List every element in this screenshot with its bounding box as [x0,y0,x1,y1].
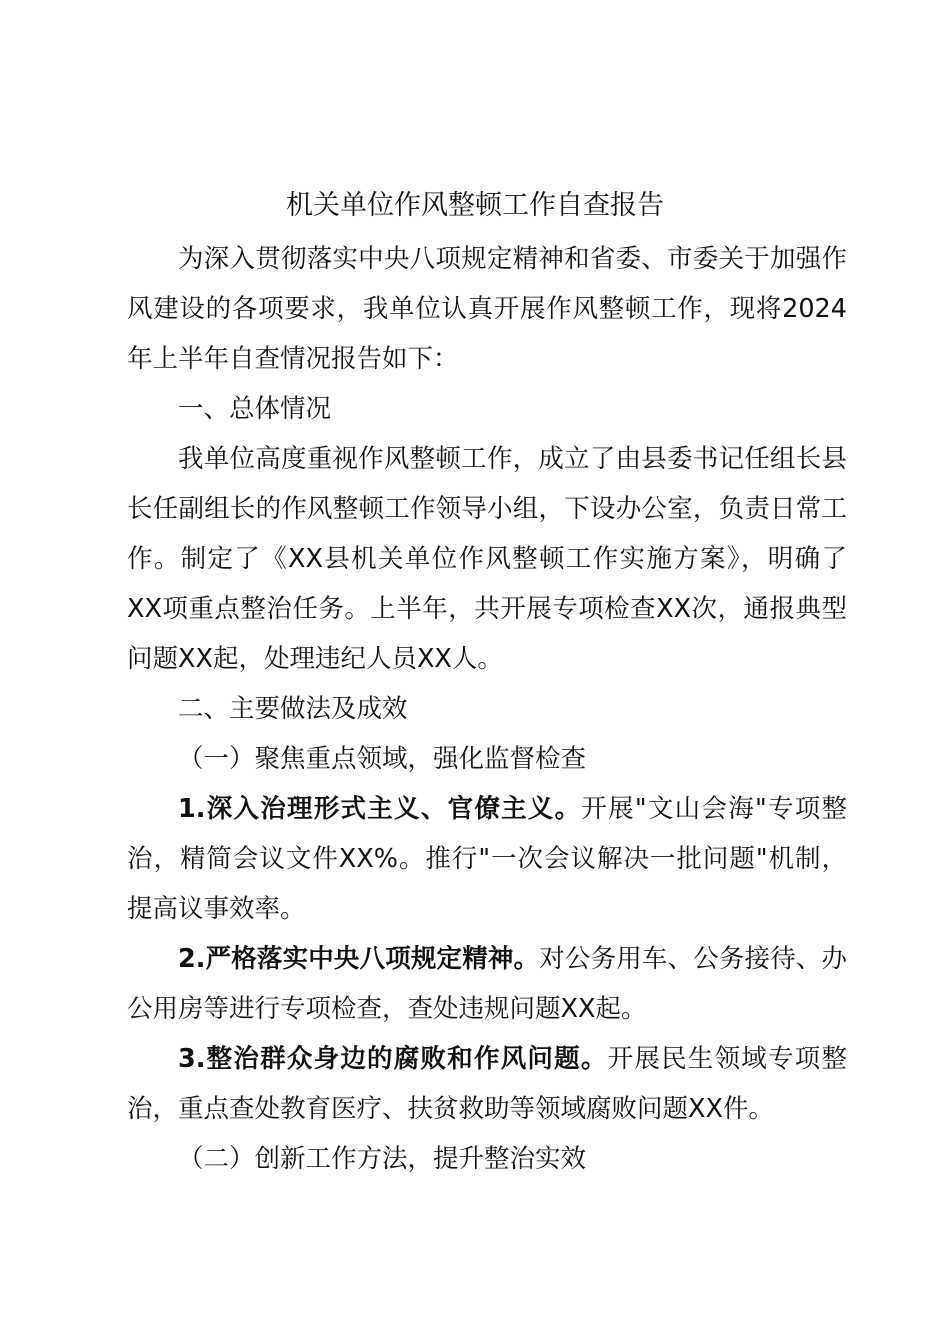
document-body [127,234,847,1184]
paragraph-text: 为深入贯彻落实中央八项规定精神和省委、市委关于加强作风建设的各项要求，我单位认真开展作风整顿工作，现将2024年上半年自查情况报告如下： [127,244,847,374]
item-paragraph-2 [127,934,847,1034]
item-text: 对公务用车、公务接待、办公用房等进行专项检查，查处违规问题XX起。 [127,944,847,1024]
intro-paragraph [127,234,847,384]
item-text: 开展民生领域专项整治，重点查处教育医疗、扶贫救助等领域腐败问题XX件。 [127,1044,847,1124]
subsection-heading-2 [127,1134,847,1184]
section-heading-practices [127,684,847,734]
heading-text: 一、总体情况 [178,394,332,424]
item-text: 开展"文山会海"专项整治，精简会议文件XX%。推行"一次会议解决一批问题"机制，提高议事效率。 [127,794,847,924]
heading-text: （二）创新工作方法，提升整治实效 [178,1144,587,1174]
item-lead: 2.严格落实中央八项规定精神。 [178,944,540,974]
heading-text: 二、主要做法及成效 [178,694,408,724]
document-title: 机关单位作风整顿工作自查报告 [286,190,664,221]
item-paragraph-3 [127,1034,847,1134]
item-lead: 1.深入治理形式主义、官僚主义。 [178,794,582,824]
section-heading-overview [127,384,847,434]
subsection-heading-1 [127,734,847,784]
overview-paragraph [127,434,847,684]
heading-text: （一）聚焦重点领域，强化监督检查 [178,744,587,774]
paragraph-text: 我单位高度重视作风整顿工作，成立了由县委书记任组长县长任副组长的作风整顿工作领导小组，下设办公室，负责日常工作。制定了《XX县机关单位作风整顿工作实施方案》，明确了XX项重点整治任务。上半年，共开展专项检查XX次，通报典型问题XX起，处理违纪人员XX人。 [127,444,847,674]
item-lead: 3.整治群众身边的腐败和作风问题。 [178,1044,608,1074]
item-paragraph-1 [127,784,847,934]
